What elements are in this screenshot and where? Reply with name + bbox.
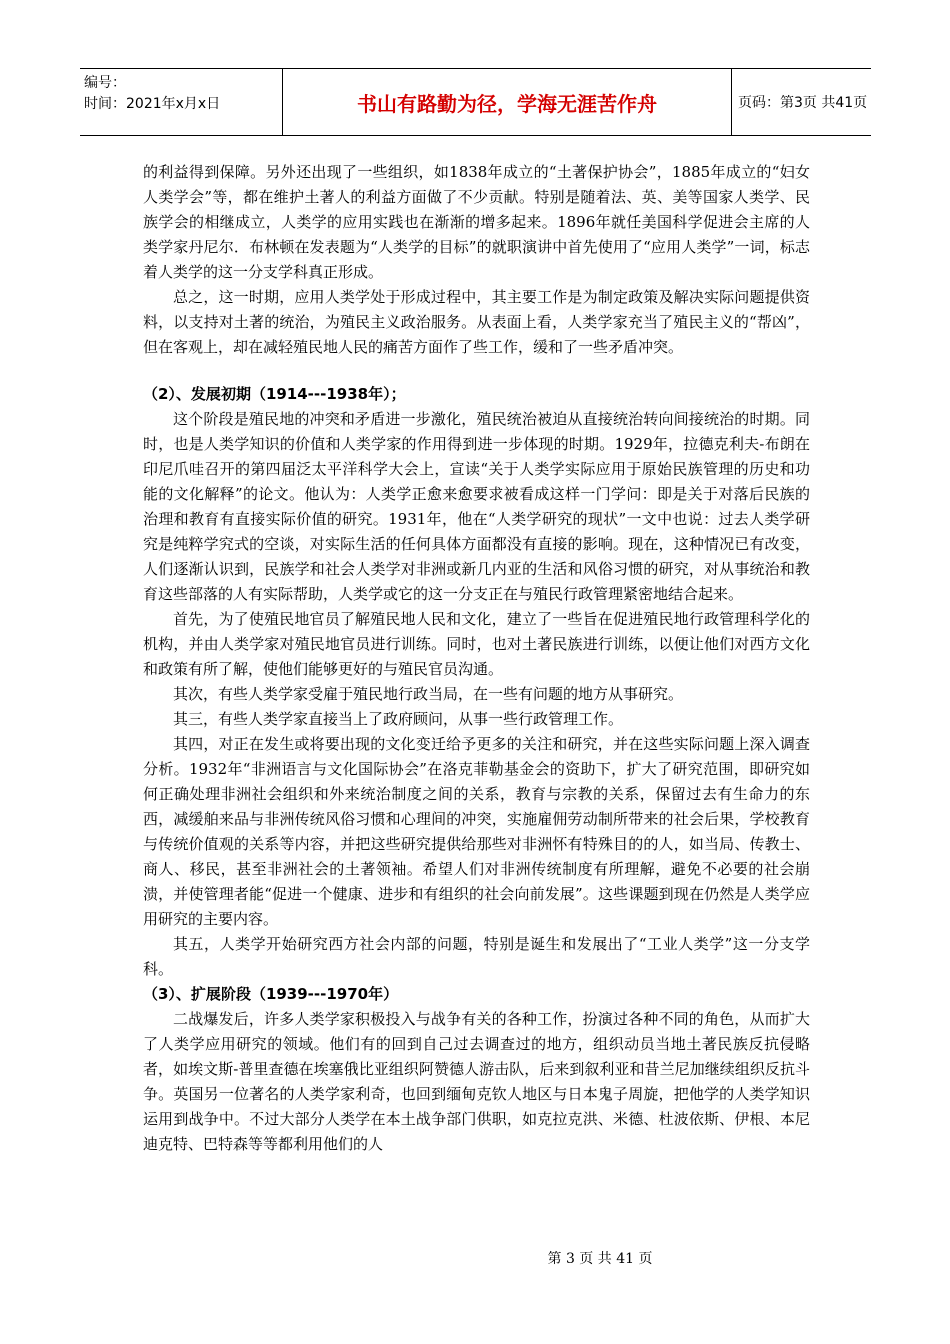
document-body [143, 160, 810, 1157]
page-footer [0, 1248, 950, 1268]
paragraph: 其四，对正在发生或将要出现的文化变迁给予更多的关注和研究，并在这些实际问题上深入调查分析。1932年“非洲语言与文化国际协会”在洛克菲勒基金会的资助下，扩大了研究范围，即研究如何正确处理非洲社会组织和外来统治制度之间的关系，教育与宗教的关系，保留过去有生命力的东西，减缓舶来品与非洲传统风俗习惯和心理间的冲突，实施雇佣劳动制所带来的社会后果，学校教育与传统价值观的关系等内容，并把这些研究提供给那些对非洲怀有特殊目的的人，如当局、传教士、商人、移民，甚至非洲社会的土著领袖。希望人们对非洲传统制度有所理解，避免不必要的社会崩溃，并使管理者能“促进一个健康、进步和有组织的社会向前发展”。这些课题到现在仍然是人类学应用研究的主要内容。 [143, 735, 810, 928]
paragraph: 这个阶段是殖民地的冲突和矛盾进一步激化，殖民统治被迫从直接统治转向间接统治的时期。同时，也是人类学知识的价值和人类学家的作用得到进一步体现的时期。1929年，拉德克利夫-布朗在印尼爪哇召开的第四届泛太平洋科学大会上，宣读“关于人类学实际应用于原始民族管理的历史和功能的文化解释”的论文。他认为：人类学正愈来愈要求被看成这样一门学问：即是关于对落后民族的治理和教育有直接实际价值的研究。1931年，他在“人类学研究的现状”一文中也说：过去人类学研究是纯粹学究式的空谈，对实际生活的任何具体方面都没有直接的影响。现在，这种情况已有改变，人们逐渐认识到，民族学和社会人类学对非洲或新几内亚的生活和风俗习惯的研究，对从事统治和教育这些部落的人有实际帮助，人类学或它的这一分支正在与殖民行政管理紧密地结合起来。 [143, 410, 810, 603]
page-header [80, 68, 871, 136]
document-date-label: 时间：2021年x月x日 [84, 96, 221, 112]
header-meta [80, 69, 283, 135]
paragraph: 其五，人类学开始研究西方社会内部的问题，特别是诞生和发展出了“工业人类学”这一分支学科。 [143, 935, 810, 978]
paragraph: 其次，有些人类学家受雇于殖民地行政当局，在一些有问题的地方从事研究。 [173, 685, 684, 703]
header-page-number: 页码：第3页 共41页 [738, 95, 868, 111]
section-heading: （3）、扩展阶段（1939---1970年） [143, 985, 399, 1003]
paragraph: 总之，这一时期，应用人类学处于形成过程中，其主要工作是为制定政策及解决实际问题提供资料，以支持对土著的统治，为殖民主义政治服务。从表面上看，人类学家充当了殖民主义的“帮凶”，但在客观上，却在减轻殖民地人民的痛苦方面作了些工作，缓和了一些矛盾冲突。 [143, 288, 810, 356]
paragraph: 二战爆发后，许多人类学家积极投入与战争有关的各种工作，扮演过各种不同的角色，从而扩大了人类学应用研究的领域。他们有的回到自己过去调查过的地方，组织动员当地土著民族反抗侵略者，如埃文斯-普里查德在埃塞俄比亚组织阿赞德人游击队，后来到叙利亚和昔兰尼加继续组织反抗斗争。英国另一位著名的人类学家利奇，也回到缅甸克钦人地区与日本鬼子周旋，把他学的人类学知识运用到战争中。不过大部分人类学在本土战争部门供职，如克拉克洪、米德、杜波依斯、伊根、本尼迪克特、巴特森等等都利用他们的人 [143, 1010, 810, 1153]
header-motto: 书山有路勤为径，学海无涯苦作舟 [283, 69, 732, 135]
paragraph: 其三，有些人类学家直接当上了政府顾问，从事一些行政管理工作。 [173, 710, 624, 728]
paragraph: 的利益得到保障。另外还出现了一些组织，如1838年成立的“土著保护协会”，1885年成立的“妇女人类学会”等，都在维护土著人的利益方面做了不少贡献。特别是随着法、英、美等国家人类学、民族学会的相继成立，人类学的应用实践也在渐渐的增多起来。1896年就任美国科学促进会主席的人类学家丹尼尔．布林顿在发表题为“人类学的目标”的就职演讲中首先使用了“应用人类学”一词，标志着人类学的这一分支学科真正形成。 [143, 163, 810, 281]
section-heading: （2）、发展初期（1914---1938年）； [143, 385, 406, 403]
footer-page-number: 第 3 页 共 41 页 [547, 1251, 653, 1267]
spacer [143, 360, 810, 382]
paragraph: 首先，为了使殖民地官员了解殖民地人民和文化，建立了一些旨在促进殖民地行政管理科学化的机构，并由人类学家对殖民地官员进行训练。同时，也对土著民族进行训练，以便让他们对西方文化和政策有所了解，使他们能够更好的与殖民官员沟通。 [143, 610, 810, 678]
document-number-label: 编号： [84, 75, 126, 91]
